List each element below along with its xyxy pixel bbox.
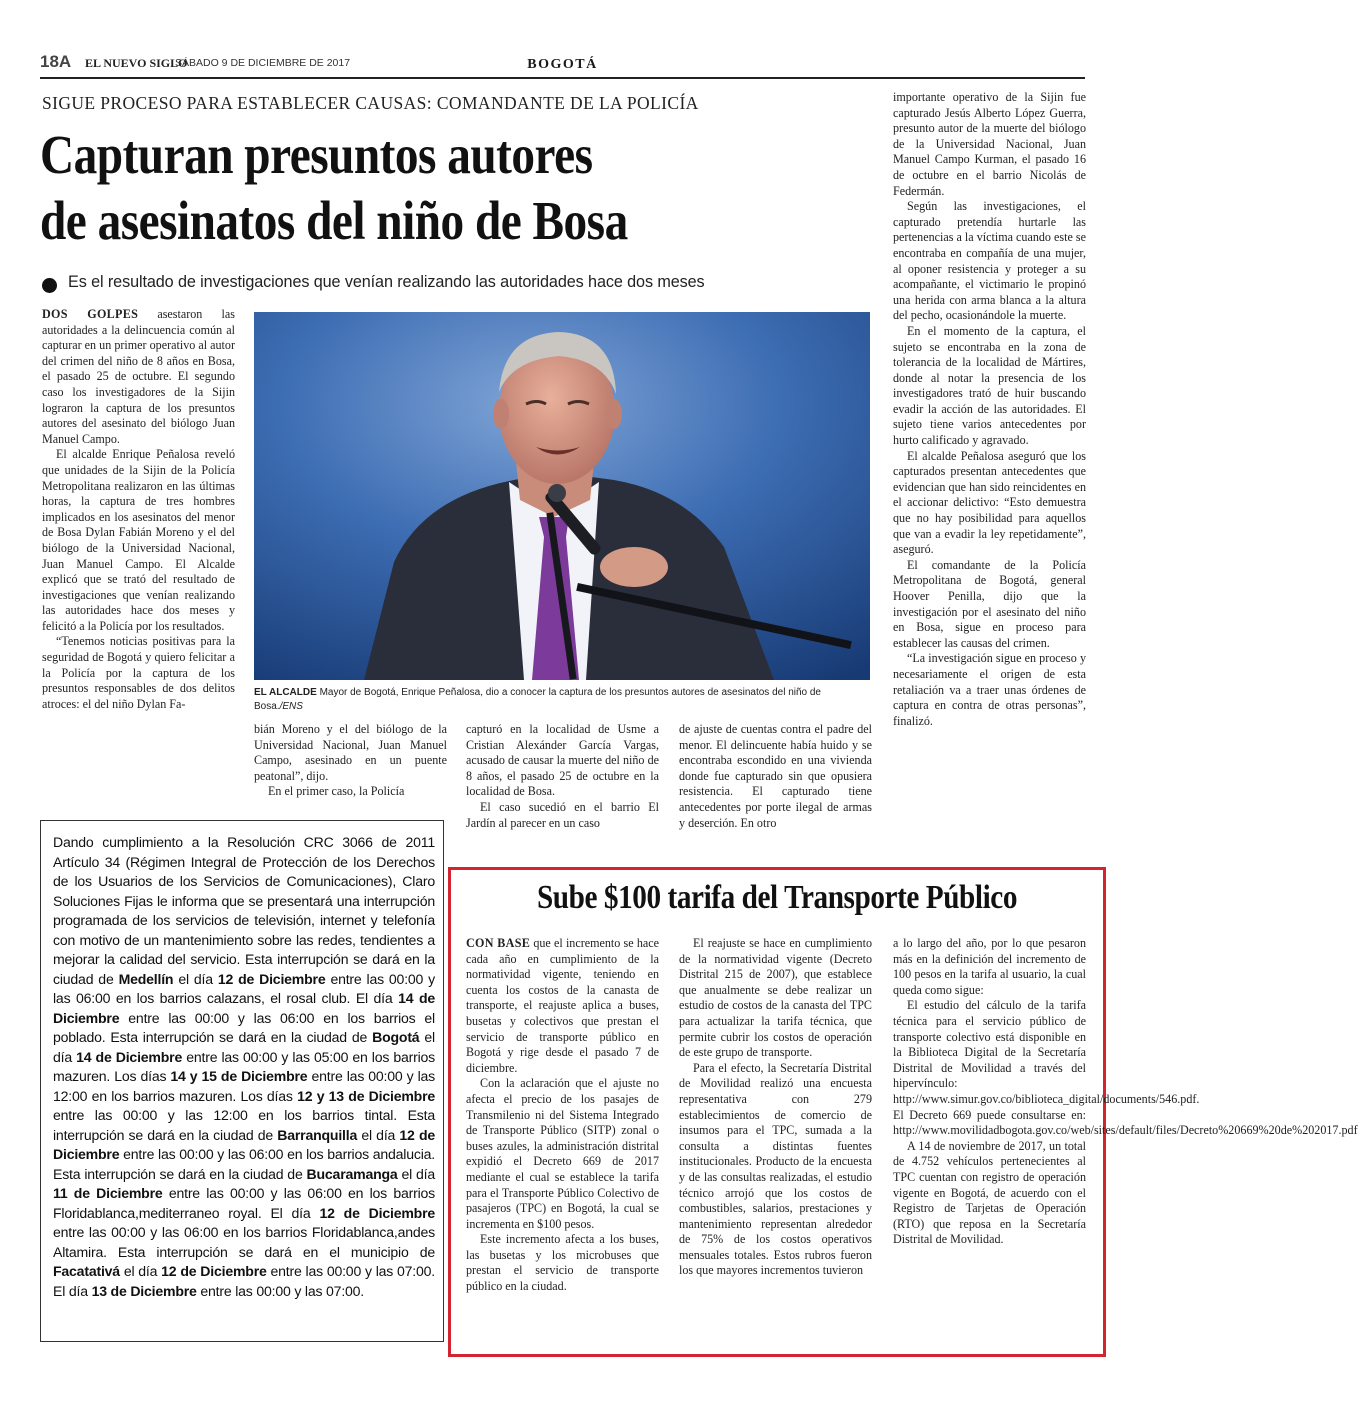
notice-text: entre las 00:00 y las 12:00 en los barrios tintal. Esta interrupción se dará en la ciudad de: [53, 1107, 435, 1143]
lead-in: CON BASE: [466, 936, 531, 950]
story-column-1: [42, 307, 235, 712]
notice-text: entre las 00:00 y las 07:00. El día: [53, 1263, 435, 1299]
mayor-photo: [254, 312, 870, 680]
paragraph: [42, 307, 235, 447]
paragraph: capturó en la localidad de Usme a Cristian Alexánder García Vargas, acusado de causar la muerte del niño de 8 años, el pasado 25 de octubre en la localidad de Bosa.: [466, 722, 659, 799]
newspaper-name: EL NUEVO SIGLO: [85, 56, 188, 70]
notice-highlight: Facatativá: [53, 1263, 120, 1279]
notice-highlight: Bucaramanga: [306, 1165, 398, 1182]
notice-text: el día: [357, 1126, 400, 1143]
notice-highlight: 12 de Diciembre: [217, 970, 326, 987]
notice-highlight: Barranquilla: [277, 1126, 358, 1143]
paragraph: El caso sucedió en el barrio El Jardín al parecer en un caso: [466, 799, 659, 830]
paragraph: de ajuste de cuentas contra el padre del menor. El delincuente había huido y se encontraba escondido en una vivienda donde fue capturado sin que opusiera resistencia. El capturado tiene antecedentes por porte ilegal de armas y deserción. En otro: [679, 722, 872, 830]
notice-highlight: 14 y 15 de Diciembre: [170, 1068, 308, 1084]
paragraph: En el momento de la captura, el sujeto se encontraba en la zona de tolerancia de la localidad de Mártires, donde al notar la presencia de los investigadores trató de huir buscando evadir la acción de las autoridades. El sujeto tiene varios antecedentes por hurto calificado y agravado.: [893, 323, 1086, 448]
notice-highlight: 11 de Diciembre: [53, 1185, 163, 1201]
story-subheadline: Es el resultado de investigaciones que venían realizando las autoridades hace dos meses: [68, 273, 705, 291]
paragraph-text: que el incremento se hace cada año en cumplimiento de la normatividad vigente, teniendo en cuenta los costos de la canasta de transporte, el reajuste aplica a buses, busetas y colectivos que prestan el servicio de transporte público en Bogotá y rige desde el pasado 7 de diciembre.: [466, 936, 659, 1075]
issue-date: SÁBADO 9 DE DICIEMBRE DE 2017: [175, 57, 351, 69]
notice-text: entre las 00:00 y las 12:00 en los barrios mazuren. Los días: [53, 1068, 435, 1104]
notice-text: Dando cumplimiento a la Resolución CRC 3066 de 2011 Artículo 34 (Régimen Integral de Protección de los Derechos de los Usuarios de los Servicios de Comunicaciones), Claro Soluciones Fijas le informa que se presentará una interrupción programada de los servicios de televisión, internet y telefonía con motivo de un mantenimiento sobre las redes, tendientes a mejorar la calidad del servicio. Esta interrupción se dará en la ciudad de: [53, 834, 435, 987]
caption-text: Mayor de Bogotá, Enrique Peñalosa, dio a conocer la captura de los presuntos autores de asesinatos del niño de Bosa.: [254, 687, 821, 712]
service-notice-text: [53, 833, 435, 1301]
paragraph: El reajuste se hace en cumplimiento de la normatividad vigente (Decreto Distrital 215 de 2007), que establece que anualmente se debe realizar un estudio de costos de la canasta del TPC para actualizar la tarifa técnica, que permite cubrir los costos de operación de este grupo de transporte.: [679, 936, 872, 1060]
paragraph: Con la aclaración que el ajuste no afecta el precio de los pasajes de Transmilenio ni del Sistema Integrado de Transporte Público (SITP) zonal o buses azules, la administración distrital expidió el Decreto 669 de 2017 mediante el cual se establece la tarifa para el Transporte Público Colectivo de pasajeros (TPC) en Bogotá, la cual se incrementa en $100 pesos.: [466, 1076, 659, 1231]
photo-caption: [254, 686, 866, 714]
story-column-4: [679, 722, 872, 831]
photo-credit: /ENS: [279, 701, 303, 712]
page-number: 18A: [40, 52, 72, 71]
notice-text: el día: [119, 1263, 162, 1279]
paragraph: El estudio del cálculo de la tarifa técnica para el servicio público de transporte colectivo está disponible en la Biblioteca Digital de la Secretaría Distrital de Movilidad a través del hipervínculo: http://www.simur.gov.co/biblioteca_digital/documents/546.pdf. El Decreto 669 puede consultarse en: http://www.movilidadbogota.gov.co/web/sites/default/files/Decreto%20669%20de%202017.pdf: [893, 998, 1358, 1138]
notice-text: entre las 00:00 y las 05:00 en los barrios mazuren. Los días: [53, 1048, 436, 1084]
notice-highlight: 13 de Diciembre: [91, 1282, 197, 1299]
paragraph: A 14 de noviembre de 2017, un total de 4.752 vehículos pertenecientes al TPC cuentan con registro de operación vigente en Bogotá, de acuerdo con el Registro de Tarjetas de Operación (RTO) que reposa en la Secretaría Distrital de Movilidad.: [893, 1138, 1086, 1247]
paragraph: En el primer caso, la Policía: [268, 784, 405, 799]
notice-text: el día: [397, 1165, 435, 1182]
notice-highlight: 12 de Diciembre: [53, 1126, 435, 1162]
caption-label: EL ALCALDE: [254, 687, 317, 698]
notice-text: entre las 00:00 y las 06:00 en los barrios Floridablanca,andes Altamira. Esta interrupción se dará en el municipio de: [53, 1224, 435, 1260]
paragraph: El alcalde Enrique Peñalosa reveló que unidades de la Sijin de la Policía Metropolitana realizaron en las últimas horas, la captura de tres hombres implicados en los asesinatos del menor de Bosa Dylan Fabián Moreno y el del biólogo de la Universidad Nacional, Juan Manuel Campo. El Alcalde explicó que se trató del resultado de investigaciones que venían realizando las autoridades hace dos meses y felicitó a la Policía por los resultados.: [42, 447, 235, 633]
notice-text: entre las 00:00 y las 06:00 en los barrios calazans, el rosal club. El día: [53, 970, 436, 1006]
notice-highlight: 12 de Diciembre: [319, 1204, 435, 1221]
paragraph: “Tenemos noticias positivas para la seguridad de Bogotá y quiero felicitar a la Policía por la captura de los presuntos responsables de dos delitos atroces: el del niño Dylan Fa-: [42, 634, 235, 711]
paragraph: Para el efecto, la Secretaría Distrital de Movilidad realizó una encuesta representativa con 279 establecimientos de comercio de insumos para el TPC, sumada a la consulta a distintas fuentes institucionales. Producto de la encuesta y de las consultas realizadas, el estudio técnico arrojó que los costos de combustibles, salarios, prestaciones y mantenimiento representan alrededor de 75% de los costos operativos mensuales totales. Estos rubros fueron los que mayores incrementos tuvieron: [679, 1060, 872, 1278]
notice-highlight: 12 y 13 de Diciembre: [297, 1087, 436, 1104]
notice-text: el día: [173, 970, 218, 987]
paragraph: El comandante de la Policía Metropolitana de Bogotá, general Hoover Penilla, dijo que la investigación por el asesinato del niño en Bosa, sigue en proceso para establecer las causas del crimen.: [893, 557, 1086, 650]
transport-column-1: [466, 936, 659, 1295]
paragraph: importante operativo de la Sijin fue capturado Jesús Alberto López Guerra, presunto autor de la muerte del biólogo de la Universidad Nacional, Juan Manuel Campo Kurman, el pasado 16 de octubre en el barrio Nicolás de Federmán.: [893, 90, 1086, 198]
paragraph: a lo largo del año, por lo que pesaron más en la definición del incremento de 100 pesos en la tarifa al usuario, la cual queda como sigue:: [893, 936, 1086, 997]
notice-text: el día: [53, 1029, 435, 1065]
lead-in: DOS GOLPES: [42, 307, 139, 321]
story-column-3: [466, 722, 659, 831]
notice-text: entre las 00:00 y las 06:00 en los barrios el poblado. Esta interrupción se dará en la ciudad de: [53, 1009, 435, 1045]
transport-story-title: Sube $100 tarifa del Transporte Público: [536, 879, 1018, 916]
paragraph: Según las investigaciones, el capturado pretendía hurtarle las pertenencias a la víctima cuando este se encontraba en compañía de una mujer, al oponer resistencia y proteger a su acompañante, el victimario le propinó una herida con arma blanca a la altura del pecho, ocasionándole la muerte.: [893, 199, 1086, 323]
notice-highlight: 14 de Diciembre: [76, 1048, 183, 1065]
story-headline: [40, 122, 745, 254]
header-divider: [40, 77, 1085, 79]
headline-line-1: Capturan presuntos autores: [40, 124, 593, 185]
paragraph: Este incremento afecta a los buses, las busetas y los microbuses que prestan el servicio de transporte público en la ciudad.: [466, 1232, 659, 1294]
paragraph: bián Moreno y el del biólogo de la Universidad Nacional, Juan Manuel Campo, asesinado en un puente peatonal”, dijo.: [254, 722, 447, 783]
notice-highlight: Medellín: [118, 970, 174, 987]
story-kicker: SIGUE PROCESO PARA ESTABLECER CAUSAS: COMANDANTE DE LA POLICÍA: [42, 93, 699, 113]
notice-text: entre las 00:00 y las 06:00 en los barrios andalucia. Esta interrupción se dará en la ciudad de: [53, 1146, 435, 1182]
service-notice-box: [40, 820, 444, 1342]
paragraph-text: asestaron las autoridades a la delincuencia común al capturar en un primer operativo al autor del crimen del niño de 8 años en Bosa, el pasado 25 de octubre. El segundo caso los investigadores de la Sijin lograron la captura de los presuntos autores del asesinato del biólogo Juan Manuel Campo.: [42, 307, 235, 446]
notice-highlight: 14 de Diciembre: [53, 990, 435, 1026]
section-title: BOGOTÁ: [527, 57, 598, 72]
notice-highlight: 12 de Diciembre: [161, 1263, 267, 1279]
notice-text: entre las 00:00 y las 07:00.: [196, 1282, 365, 1299]
bullet-icon: [42, 278, 57, 293]
notice-text: entre las 00:00 y las 06:00 en los barrios Floridablanca,mediterraneo royal. El día: [53, 1185, 436, 1221]
transport-column-3: [893, 936, 1358, 1248]
story-column-5: [893, 90, 1086, 729]
paragraph: El alcalde Peñalosa aseguró que los capturados presentan antecedentes que evidencian que han sido reincidentes en el accionar delictivo: “Esto demuestra que no hay posibilidad para aquellos que van a evadir la ley repetidamente”, aseguró.: [893, 448, 1086, 557]
transport-column-2: [679, 936, 872, 1279]
notice-highlight: Bogotá: [372, 1029, 420, 1045]
headline-line-2: de asesinatos del niño de Bosa: [40, 190, 628, 251]
paragraph: “La investigación sigue en proceso y necesariamente el origen de esta retaliación va a traer unas órdenes de captura en contra de otras personas”, finalizó.: [893, 651, 1086, 728]
paragraph: [466, 936, 659, 1076]
story-column-2: [254, 722, 447, 800]
